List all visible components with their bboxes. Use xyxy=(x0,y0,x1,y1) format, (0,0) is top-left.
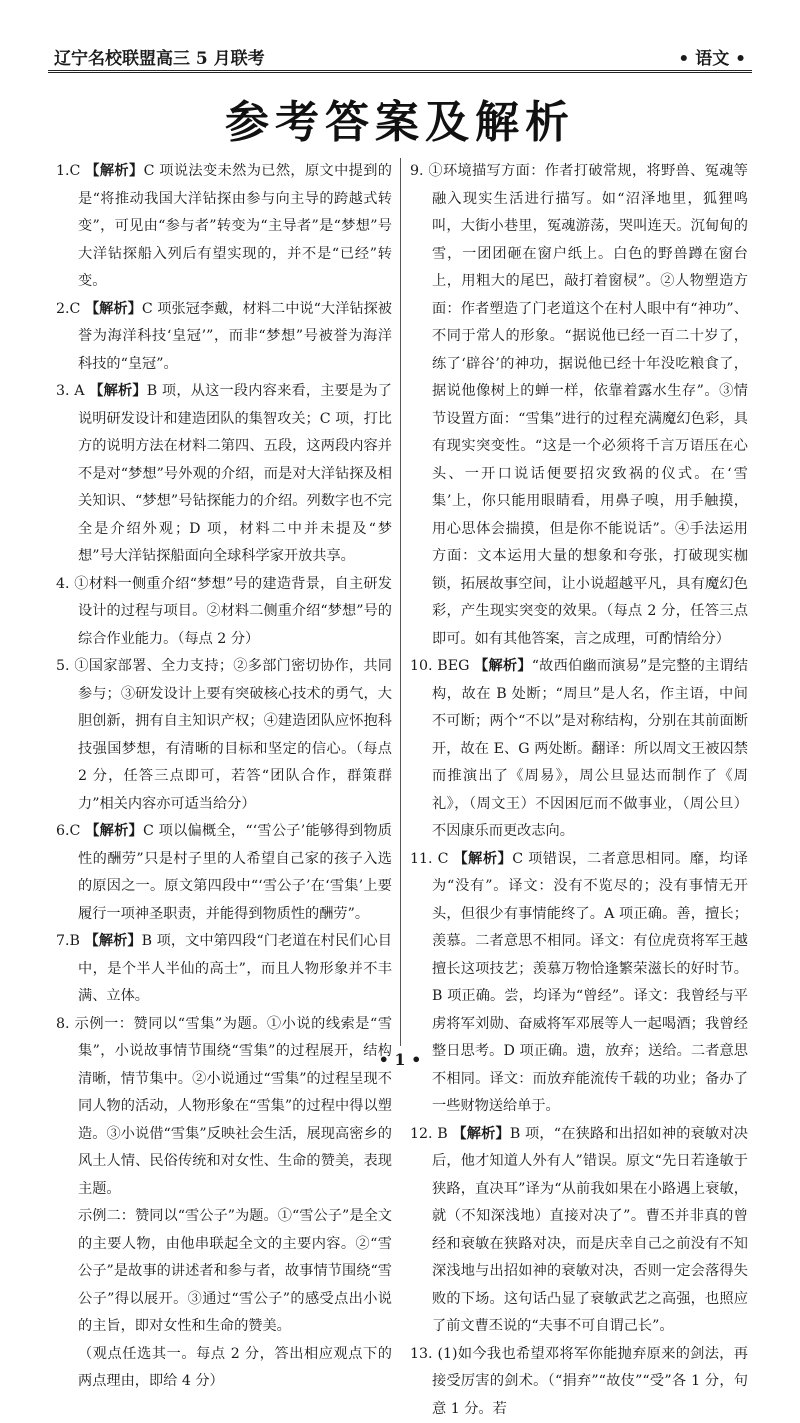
answer-body xyxy=(56,818,392,928)
answer-body xyxy=(410,158,748,653)
analysis-tag: 【解析】 xyxy=(452,1126,510,1142)
answer-extra xyxy=(56,1341,392,1396)
answer-body xyxy=(56,653,392,818)
analysis-tag: 【解析】 xyxy=(85,163,143,179)
question-number: 7.B xyxy=(56,933,80,949)
answer-body xyxy=(410,653,748,846)
page-number: • 1 • xyxy=(0,1050,800,1069)
question-number: 1.C xyxy=(56,163,80,179)
answer-text: ①材料一侧重介绍“梦想”号的建造背景，自主研发设计的过程与项目。②材料二侧重介绍“梦想”号的综合作业能力。（每点 2 分） xyxy=(74,576,392,647)
answer-text: (1)如今我也希望邓将军你能抛弃原来的剑法，再接受厉害的剑术。（“捐弃”“故伎”“受”各 1 分，句意 1 分。若 xyxy=(432,1346,748,1417)
answer-text: 示例一：赞同以“雪集”为题。①小说的线索是“雪集”，小说故事情节围绕“雪集”的过程展开，结构清晰，情节集中。②小说通过“雪集”的过程呈现不同人物的活动，人物形象在“雪集”的过程中得以塑造。③小说借“雪集”反映社会生活，展现高密乡的风土人情、民俗传统和对女性、生命的赞美，表现主题。 xyxy=(75,1016,392,1197)
answer-text: ①环境描写方面：作者打破常规，将野兽、冤魂等融入现实生活进行描写。如“沼泽地里，狐狸鸣叫，大街小巷里，冤魂游荡，哭叫连天。沉甸甸的雪，一团团砸在窗户纸上。白色的野兽蹲在窗台上，用粗大的尾巴，敲打着窗棂”。②人物塑造方面：作者塑造了门老道这个在村人眼中有“神功”、不同于常人的形象。“据说他已经一百二十岁了，练了‘辟谷’的神功，据说他已经十年没吃粮食了，据说他像树上的蝉一样，依靠着露水生存”。③情节设置方面：“雪集”进行的过程充满魔幻色彩，具有现实突变性。“这是一个必须将千言万语压在心头、一开口说话便要招灾致祸的仪式。在‘雪集’上，你只能用眼睛看，用鼻子嗅，用手触摸，用心思体会揣摸，但是你不能说话”。④手法运用方面：文本运用大量的想象和夸张，打破现实枷锁，拓展故事空间，让小说超越平凡，具有魔幻色彩，产生现实突变的效果。（每点 2 分，任答三点即可。如有其他答案，言之成理，可酌情给分） xyxy=(428,163,748,647)
answer-body xyxy=(56,1011,392,1204)
answer-item xyxy=(56,378,392,571)
answer-item xyxy=(410,1121,748,1341)
exam-name: 辽宁名校联盟高三 5 月联考 xyxy=(54,44,265,69)
answer-item xyxy=(56,653,392,818)
question-number: 11. C xyxy=(410,851,448,867)
question-number: 3. A xyxy=(56,383,85,399)
answer-item xyxy=(410,846,748,1121)
page-header xyxy=(48,40,752,73)
answer-body xyxy=(56,378,392,571)
question-number: 6.C xyxy=(56,823,80,839)
analysis-tag: 【解析】 xyxy=(85,933,142,949)
analysis-tag: 【解析】 xyxy=(89,383,147,399)
analysis-tag: 【解析】 xyxy=(85,301,142,317)
answer-body xyxy=(56,158,392,296)
answer-body xyxy=(410,1121,748,1341)
question-number: 12. B xyxy=(410,1126,448,1142)
answer-item xyxy=(410,158,748,653)
analysis-tag: 【解析】 xyxy=(474,658,532,674)
question-number: 4. xyxy=(56,576,70,592)
question-number: 2.C xyxy=(56,301,80,317)
page-title: 参考答案及解析 xyxy=(0,86,800,150)
analysis-tag: 【解析】 xyxy=(453,851,512,867)
answer-item xyxy=(56,1011,392,1204)
answer-item xyxy=(56,158,392,296)
answer-body xyxy=(56,571,392,654)
answer-text: “故西伯幽而演易”是完整的主谓结构，故在 B 处断；“周旦”是人名，作主语，中间不可断；两个“不以”是对称结构，分别在其前面断开，故在 E、G 两处断。翻译：所以周文王被囚禁而推演出了《周易》，周公旦显达而制作了《周礼》，（周文王）不因困厄而不做事业，（周公旦）不因康乐而更改志向。 xyxy=(432,658,748,839)
subject-label: • 语文 • xyxy=(678,44,746,69)
answer-text: （观点任选其一。每点 2 分，答出相应观点下的两点理由，即给 4 分） xyxy=(56,1341,392,1396)
question-number: 10. BEG xyxy=(410,658,469,674)
question-number: 13. xyxy=(410,1346,433,1362)
answer-text: ①国家部署、全力支持；②多部门密切协作，共同参与；③研发设计上要有突破核心技术的勇气，大胆创新，拥有自主知识产权；④建造团队应怀抱科技强国梦想，有清晰的目标和坚定的信心。（每点 2 分，任答三点即可，若答“团队合作，群策群力”相关内容亦可适当给分） xyxy=(74,658,392,812)
left-column xyxy=(56,158,392,1396)
answer-item xyxy=(56,571,392,654)
answer-text: B 项，从这一段内容来看，主要是为了说明研发设计和建造团队的集智攻关；C 项，打比方的说明方法在材料二第四、五段，这两段内容并不是对“梦想”号外观的介绍，而是对大洋钻探及相关知识、“梦想”号钻探能力的介绍。列数字也不完全是介绍外观；D 项，材料二中并未提及“梦想”号大洋钻探船面向全球科学家开放共享。 xyxy=(78,383,392,564)
answer-body xyxy=(56,296,392,379)
answer-text: C 项以偏概全，“‘雪公子’能够得到物质性的酬劳”只是村子里的人希望自己家的孩子入选的原因之一。原文第四段中“‘雪公子’在‘雪集’上要履行一项神圣职责，并能得到物质性的酬劳”。 xyxy=(78,823,392,922)
answer-body xyxy=(56,928,392,1011)
answer-text: B 项，“在狭路和出招如神的衰敏对决后，他才知道人外有人”错误。原文“先日若逢敏于狭路，直决耳”译为“从前我如果在小路遇上衰敏，就（不知深浅地）直接对决了”。曹丕并非真的曾经和衰敏在狭路对决，而是庆幸自己之前没有不知深浅地与出招如神的衰敏对决，否则一定会落得失败的下场。这句话凸显了衰敏武艺之高强，也照应了前文曹丕说的“夫事不可自谓己长”。 xyxy=(432,1126,748,1335)
answer-item xyxy=(56,296,392,379)
analysis-tag: 【解析】 xyxy=(85,823,143,839)
column-divider xyxy=(400,158,401,1046)
question-number: 5. xyxy=(56,658,70,674)
answer-extra xyxy=(56,1203,392,1341)
question-number: 8. xyxy=(56,1016,70,1032)
question-number: 9. xyxy=(410,163,424,179)
answer-text: 示例二：赞同以“雪公子”为题。①“雪公子”是全文的主要人物，由他串联起全文的主要内容。②“雪公子”是故事的讲述者和参与者，故事情节围绕“雪公子”得以展开。③通过“雪公子”的感受点出小说的主旨，即对女性和生命的赞美。 xyxy=(56,1203,392,1341)
answer-body xyxy=(410,846,748,1121)
right-column xyxy=(410,158,748,1423)
answer-item xyxy=(410,653,748,846)
answer-body xyxy=(410,1341,748,1423)
answer-text: C 项错误，二者意思相同。靡，均译为“没有”。译文：没有不览尽的；没有事情无开头，但很少有事情能终了。A 项正确。善，擅长；羡慕。二者意思不相同。译文：有位虎贲将军王越擅长这项技艺；羡慕万物恰逢繁荣滋长的好时节。B 项正确。尝，均译为“曾经”。译文：我曾经与平虏将军刘勋、奋威将军邓展等人一起喝酒；我曾经整日思考。D 项正确。遗，放弃；送给。二者意思不相同。译文：而放弃能流传千载的功业；备办了一些财物送给单于。 xyxy=(432,851,748,1115)
answer-text: C 项说法变未然为已然，原文中提到的是“将推动我国大洋钻探由参与向主导的跨越式转变”，可见由“参与者”转变为“主导者”是“梦想”号大洋钻探船入列后有望实现的，并不是“已经”转变。 xyxy=(78,163,392,289)
answer-text: C 项张冠李戴，材料二中说“大洋钻探被誉为海洋科技‘皇冠’”，而非“梦想”号被誉为海洋科技的“皇冠”。 xyxy=(78,301,392,372)
answer-item xyxy=(56,818,392,928)
answer-text: B 项，文中第四段“门老道在村民们心目中，是个半人半仙的高士”，而且人物形象并不丰满、立体。 xyxy=(78,933,392,1004)
answer-item xyxy=(410,1341,748,1423)
answer-item xyxy=(56,928,392,1011)
